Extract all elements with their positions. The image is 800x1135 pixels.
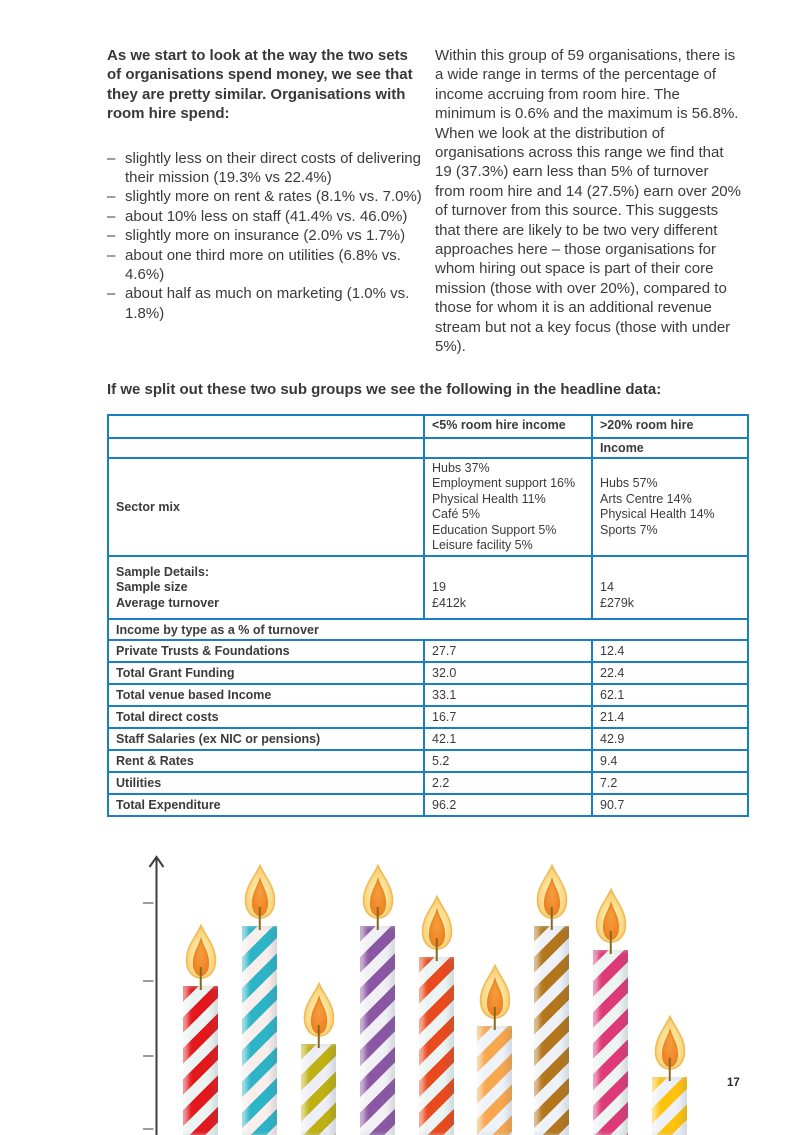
bullet-dash: – bbox=[107, 188, 116, 206]
candle-olive bbox=[301, 1044, 336, 1135]
bullet-item bbox=[107, 187, 425, 206]
cell-line: £279k bbox=[600, 595, 635, 610]
row-value-under5: 27.7 bbox=[424, 640, 592, 662]
cell-line: Sample size bbox=[116, 580, 188, 595]
bullet-dash: – bbox=[107, 246, 116, 264]
row-value-under5: 96.2 bbox=[424, 794, 592, 816]
bullet-text: slightly more on rent & rates (8.1% vs. 7.0%) bbox=[125, 188, 422, 206]
candle-wick bbox=[376, 907, 379, 930]
table-row bbox=[108, 728, 748, 750]
income-section-label: Income by type as a % of turnover bbox=[108, 619, 748, 640]
candle-brown bbox=[534, 926, 569, 1135]
candle-light-orange bbox=[477, 1026, 512, 1135]
candle-orange-red bbox=[419, 957, 454, 1135]
income-rows bbox=[108, 640, 748, 816]
cell-line: Sample Details: bbox=[116, 564, 210, 579]
candle-bar bbox=[534, 926, 569, 1135]
header-empty-cell bbox=[108, 415, 424, 438]
bullet-dash: – bbox=[107, 149, 116, 167]
bullet-dash: – bbox=[107, 227, 116, 245]
candle-bar bbox=[419, 957, 454, 1135]
row-value-over20: 21.4 bbox=[592, 706, 748, 728]
table-row bbox=[108, 706, 748, 728]
candle-bar bbox=[301, 1044, 336, 1135]
row-value-over20: 42.9 bbox=[592, 728, 748, 750]
row-value-over20: 90.7 bbox=[592, 794, 748, 816]
row-label: Private Trusts & Foundations bbox=[108, 640, 424, 662]
right-paragraph: Within this group of 59 organisations, there is a wide range in terms of the percentage of income accruing from room hire. The minimum is 0.6% and the maximum is 56.8%. When we look at the distribution of organisations across this range we find that 19 (37.3%) earn less than 5% of turnover from room hire and 14 (27.5%) earn over 20% of turnover from this source. This suggests that there are likely to be two very different approaches here – those organisations for whom hiring out space is part of their core mission (those with over 20%), compared to those for whom it is an additional revenue stream but not a key focus (those with under 5%). bbox=[435, 47, 741, 356]
bullet-dash: – bbox=[107, 207, 116, 225]
row-label: Utilities bbox=[108, 772, 424, 794]
table-intro: If we split out these two sub groups we see the following in the headline data: bbox=[107, 381, 662, 398]
table-row bbox=[108, 772, 748, 794]
row-value-under5: 16.7 bbox=[424, 706, 592, 728]
sample-details-over20 bbox=[592, 556, 748, 619]
candle-wick bbox=[258, 907, 261, 930]
bullet-item bbox=[107, 226, 425, 245]
cell-line: Employment support 16% bbox=[432, 476, 576, 491]
row-label: Staff Salaries (ex NIC or pensions) bbox=[108, 728, 424, 750]
row-value-under5: 32.0 bbox=[424, 662, 592, 684]
row-label: Rent & Rates bbox=[108, 750, 424, 772]
cell-line: Hubs 37% bbox=[432, 461, 490, 475]
cell-line: 14 bbox=[600, 580, 614, 595]
sector-mix-row bbox=[108, 458, 748, 556]
table-row bbox=[108, 640, 748, 662]
lead-paragraph: As we start to look at the way the two sets of organisations spend money, we see that they are pretty similar. Organisations with room hire spend: bbox=[107, 47, 413, 123]
cell-line: 19 bbox=[432, 580, 446, 595]
header-empty-cell bbox=[424, 438, 592, 458]
sector-mix-over20 bbox=[592, 458, 748, 556]
y-axis bbox=[139, 853, 165, 1135]
bullet-list bbox=[107, 149, 425, 324]
row-value-over20: 12.4 bbox=[592, 640, 748, 662]
row-value-under5: 2.2 bbox=[424, 772, 592, 794]
right-column bbox=[435, 46, 741, 357]
bullet-text: slightly less on their direct costs of delivering their mission (19.3% vs 22.4%) bbox=[125, 149, 421, 187]
cell-line: Arts Centre 14% bbox=[600, 491, 692, 506]
sector-mix-under5 bbox=[424, 458, 592, 556]
cell-line: Average turnover bbox=[116, 595, 220, 610]
header-col3-income: Income bbox=[592, 438, 748, 458]
candle-bar bbox=[477, 1026, 512, 1135]
candle-pink bbox=[593, 950, 628, 1135]
table-header-row-1 bbox=[108, 415, 748, 438]
table-row bbox=[108, 794, 748, 816]
table-row bbox=[108, 662, 748, 684]
table-row bbox=[108, 750, 748, 772]
candle-wick bbox=[493, 1007, 496, 1030]
candle-wick bbox=[609, 931, 612, 954]
header-empty-cell bbox=[108, 438, 424, 458]
row-label: Total venue based Income bbox=[108, 684, 424, 706]
headline-data-table bbox=[107, 414, 749, 817]
candle-wick bbox=[550, 907, 553, 930]
candle-wick bbox=[435, 938, 438, 961]
cell-line: Sports 7% bbox=[600, 522, 658, 537]
table-row bbox=[108, 684, 748, 706]
candle-teal bbox=[242, 926, 277, 1135]
candle-wick bbox=[668, 1058, 671, 1081]
cell-line: Physical Health 11% bbox=[432, 491, 546, 506]
income-section-row bbox=[108, 619, 748, 640]
row-label: Total Grant Funding bbox=[108, 662, 424, 684]
bullet-item bbox=[107, 207, 425, 226]
row-label: Total Expenditure bbox=[108, 794, 424, 816]
candle-bar bbox=[183, 986, 218, 1135]
row-value-over20: 22.4 bbox=[592, 662, 748, 684]
candle-wick bbox=[199, 967, 202, 990]
candle-gold bbox=[652, 1077, 687, 1135]
row-value-under5: 42.1 bbox=[424, 728, 592, 750]
candle-chart bbox=[0, 850, 800, 1135]
left-column bbox=[107, 46, 425, 323]
bullet-item bbox=[107, 284, 425, 323]
bullet-dash: – bbox=[107, 285, 116, 303]
header-rows bbox=[108, 415, 748, 640]
sample-details-under5 bbox=[424, 556, 592, 619]
sample-details-label bbox=[108, 556, 424, 619]
candle-wick bbox=[317, 1025, 320, 1048]
header-col3: >20% room hire bbox=[592, 415, 748, 438]
candle-purple bbox=[360, 926, 395, 1135]
table-header-row-2 bbox=[108, 438, 748, 458]
sample-details-row bbox=[108, 556, 748, 619]
cell-line: Café 5% bbox=[432, 507, 480, 522]
bullet-text: slightly more on insurance (2.0% vs 1.7%) bbox=[125, 227, 406, 245]
candle-bar bbox=[652, 1077, 687, 1135]
candle-bar bbox=[242, 926, 277, 1135]
bullet-text: about one third more on utilities (6.8% vs. 4.6%) bbox=[125, 246, 401, 284]
row-value-over20: 9.4 bbox=[592, 750, 748, 772]
candle-bar bbox=[360, 926, 395, 1135]
candle-bar bbox=[593, 950, 628, 1135]
bullet-item bbox=[107, 246, 425, 285]
row-value-under5: 33.1 bbox=[424, 684, 592, 706]
candle-red bbox=[183, 986, 218, 1135]
bullet-item bbox=[107, 149, 425, 188]
row-value-under5: 5.2 bbox=[424, 750, 592, 772]
cell-line: £412k bbox=[432, 595, 467, 610]
page-number: 17 bbox=[727, 1077, 740, 1089]
row-value-over20: 7.2 bbox=[592, 772, 748, 794]
row-label: Total direct costs bbox=[108, 706, 424, 728]
cell-line: Hubs 57% bbox=[600, 476, 658, 491]
bullet-text: about 10% less on staff (41.4% vs. 46.0%) bbox=[125, 207, 408, 225]
cell-line: Education Support 5% bbox=[432, 522, 557, 537]
sector-mix-label: Sector mix bbox=[108, 458, 424, 556]
row-value-over20: 62.1 bbox=[592, 684, 748, 706]
cell-line bbox=[432, 565, 584, 580]
cell-line bbox=[600, 565, 740, 580]
bullet-text: about half as much on marketing (1.0% vs. 1.8%) bbox=[125, 285, 410, 322]
cell-line: Physical Health 14% bbox=[600, 507, 715, 522]
cell-line: Leisure facility 5% bbox=[432, 538, 533, 553]
header-col2: <5% room hire income bbox=[424, 415, 592, 438]
